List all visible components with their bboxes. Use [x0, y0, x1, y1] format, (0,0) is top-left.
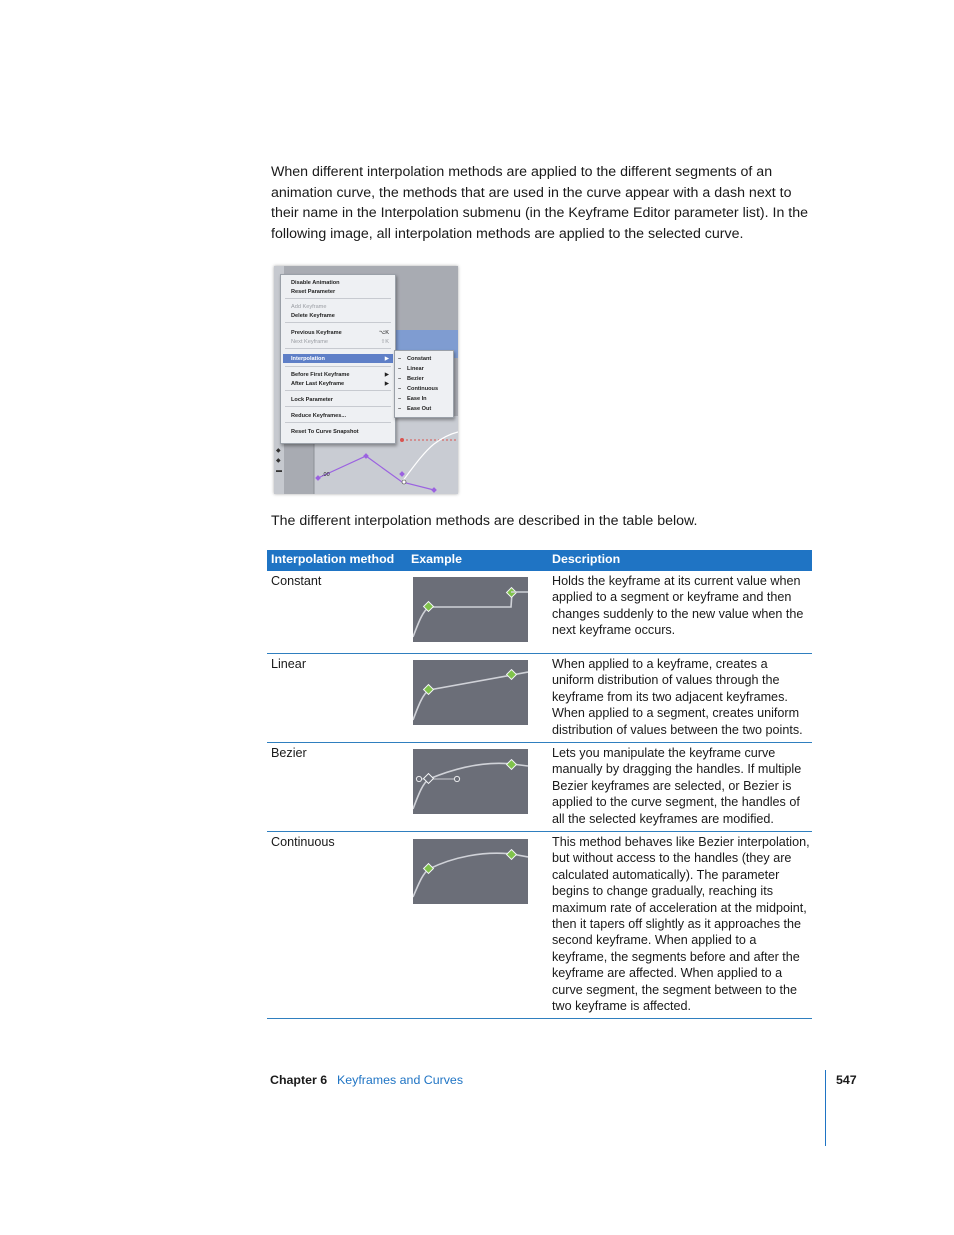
table-row-continuous	[267, 832, 812, 1019]
method-name: Linear	[271, 657, 307, 671]
table-row-constant	[267, 571, 812, 654]
footer-chapter: Chapter 6	[270, 1073, 328, 1087]
method-description: When applied to a keyframe, creates a uniform distribution of values through the keyframe from its two adjacent keyframes. When applied to a segment, creates uniform distribution of values between the two points.	[552, 657, 803, 737]
method-description: Holds the keyframe at its current value when applied to a segment or keyframe and then changes suddenly to the new value when the next keyframe occurs.	[552, 574, 804, 638]
menu-separator	[285, 422, 391, 423]
header-description: Description	[552, 552, 621, 566]
menu-separator	[285, 298, 391, 299]
svg-text:▬: ▬	[276, 468, 282, 474]
table-row-bezier	[267, 743, 812, 832]
menu-item-lock-parameter[interactable]: Lock Parameter	[291, 397, 333, 403]
page-number: 547	[836, 1073, 857, 1087]
method-description: Lets you manipulate the keyframe curve manually by dragging the handles. If multiple Bezier keyframes are selected, or Bezier is applied to the curve segment, the handles of all the selected keyframes are modified.	[552, 746, 802, 826]
menu-item-next-keyframe[interactable]: Next Keyframe ⇧K	[291, 339, 389, 345]
method-name: Constant	[271, 574, 322, 588]
submenu-item-constant[interactable]: – Constant	[398, 356, 432, 362]
context-menu	[280, 274, 396, 444]
value-label: .00	[322, 472, 330, 478]
menu-separator	[285, 366, 391, 367]
menu-item-disable-animation[interactable]: Disable Animation	[291, 280, 340, 286]
svg-text:◆: ◆	[276, 448, 281, 454]
svg-text:◆: ◆	[276, 458, 281, 464]
menu-item-add-keyframe[interactable]: Add Keyframe	[291, 304, 327, 310]
table-caption: The different interpolation methods are described in the table below.	[271, 513, 698, 529]
bezier-example-graph	[413, 749, 528, 814]
menu-item-interpolation[interactable]: Interpolation ▶	[291, 356, 389, 362]
method-name: Bezier	[271, 746, 307, 760]
header-example: Example	[411, 552, 462, 566]
submenu-item-continuous[interactable]: – Continuous	[398, 386, 439, 392]
table-header	[267, 550, 812, 571]
footer-chapter-title[interactable]: Keyframes and Curves	[337, 1073, 464, 1087]
menu-item-reset-parameter[interactable]: Reset Parameter	[291, 289, 336, 295]
menu-item-previous-keyframe[interactable]: Previous Keyframe ⌥K	[291, 330, 389, 336]
menu-item-after-last-keyframe[interactable]: After Last Keyframe ▶	[291, 381, 389, 387]
menu-separator	[285, 390, 391, 391]
menu-separator	[285, 406, 391, 407]
menu-item-delete-keyframe[interactable]: Delete Keyframe	[291, 313, 335, 319]
submenu-item-linear[interactable]: – Linear	[398, 366, 424, 372]
linear-example-graph	[413, 660, 528, 725]
menu-item-before-first-keyframe[interactable]: Before First Keyframe ▶	[291, 372, 389, 378]
menu-separator	[285, 322, 391, 323]
method-description: This method behaves like Bezier interpolation, but without access to the handles (they are calculated automatically). The parameter begins to change gradually, reaching its maximum rate of acceleration at the midpoint, then it tapers off slightly as it approaches the second keyframe. When applied to a keyframe, the segments before and after the keyframe are affected. When applied to a curve segment, the segment between to the two keyframe is affected.	[552, 835, 810, 1014]
continuous-example-graph	[413, 839, 528, 904]
submenu-item-bezier[interactable]: – Bezier	[398, 376, 424, 382]
menu-item-reset-to-curve-snapshot[interactable]: Reset To Curve Snapshot	[291, 429, 359, 435]
constant-example-graph	[413, 577, 528, 642]
interpolation-table	[267, 550, 812, 1019]
method-name: Continuous	[271, 835, 335, 849]
intro-paragraph: When different interpolation methods are applied to the different segments of an animation curve, the methods that are used in the curve appear with a dash next to their name in the Interpolation submenu (in the Keyframe Editor parameter list). In the following image, all interpolation methods are applied to the selected curve.	[271, 164, 809, 242]
interpolation-submenu	[394, 350, 454, 418]
header-interpolation-method: Interpolation method	[271, 552, 395, 566]
interpolation-menu-screenshot	[274, 266, 458, 494]
submenu-item-ease-out[interactable]: – Ease Out	[398, 406, 432, 412]
table-row-linear	[267, 654, 812, 743]
submenu-item-ease-in[interactable]: – Ease In	[398, 396, 427, 402]
menu-item-reduce-keyframes[interactable]: Reduce Keyframes...	[291, 413, 347, 419]
footer-divider	[825, 1070, 826, 1146]
menu-separator	[285, 348, 391, 349]
